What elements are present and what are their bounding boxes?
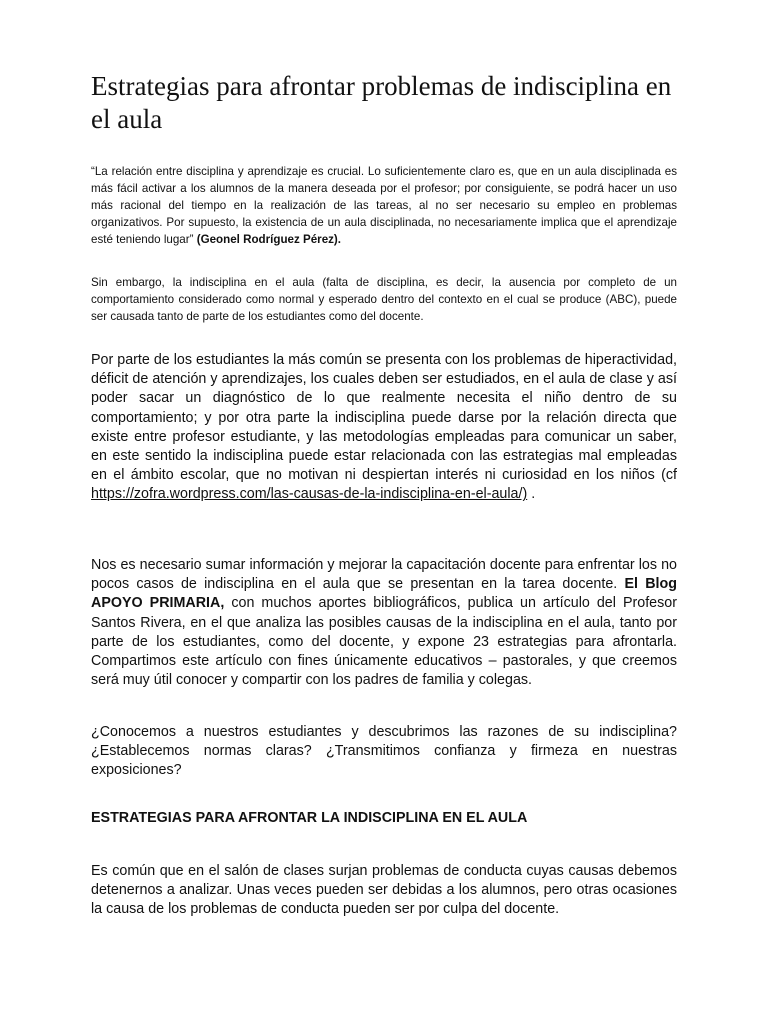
students-paragraph-text: Por parte de los estudiantes la más común se presenta con los problemas de hiperactividad, déficit de atención y aprendizajes, los cuales deben ser estudiados, en el aula de clase y así poder sacar un diagnóstico de lo que realmente necesita el niño dentro de su comportamiento; y por otra parte la indisciplina puede darse por la relación directa que existe entre profesor estudiante, y las metodologías empleadas para comunicar un saber, en este sentido la indisciplina puede estar relacionada con las estrategias mal empleadas en el ámbito escolar, que no motivan ni despiertan interés ni curiosidad en los niños (cf <box>91 352 677 484</box>
students-paragraph-tail: . <box>527 486 536 503</box>
quote-author: (Geonel Rodríguez Pérez). <box>196 233 342 246</box>
opening-quote <box>91 163 677 248</box>
training-paragraph-before: Nos es necesario sumar información y mejorar la capacitación docente para enfrentar los no pocos casos de indisciplina en el aula que se presentan en la tarea docente. <box>91 557 677 593</box>
students-paragraph <box>91 351 677 505</box>
conduct-paragraph: Es común que en el salón de clases surjan problemas de conducta cuyas causas debemos detenernos a analizar. Unas veces pueden ser debidas a los alumnos, pero otras ocasiones la causa de los problemas de conducta pueden ser por culpa del docente. <box>91 863 677 918</box>
intro-paragraph: Sin embargo, la indisciplina en el aula (falta de disciplina, es decir, la ausencia por completo de un comportamiento considerado como normal y esperado dentro del contexto en el cual se produce (ABC), puede ser causada tanto de parte de los estudiantes como del docente. <box>91 276 677 323</box>
source-link[interactable]: https://zofra.wordpress.com/las-causas-de-la-indisciplina-en-el-aula/) <box>91 486 528 503</box>
section-heading: ESTRATEGIAS PARA AFRONTAR LA INDISCIPLINA EN EL AULA <box>91 810 528 826</box>
blog-name: El Blog APOYO PRIMARIA, <box>91 576 677 612</box>
training-paragraph-after: con muchos aportes bibliográficos, publica un artículo del Profesor Santos Rivera, en el que analiza las posibles causas de la indisciplina en el aula, tanto por parte de los estudiantes, como del docente, y expone 23 estrategias para afrontarla. Compartimos este artículo con fines únicamente educativos – pastorales, y que creemos será muy útil conocer y compartir con los padres de familia y colegas. <box>91 595 677 689</box>
training-paragraph <box>91 556 677 690</box>
document-title: Estrategias para afrontar problemas de indisciplina en el aula <box>91 71 672 134</box>
questions-paragraph: ¿Conocemos a nuestros estudiantes y descubrimos las razones de su indisciplina? ¿Establecemos normas claras? ¿Transmitimos confianza y firmeza en nuestras exposiciones? <box>91 724 677 779</box>
quote-text: “La relación entre disciplina y aprendizaje es crucial. Lo suficientemente claro es, que en un aula disciplinada es más fácil activar a los alumnos de la manera deseada por el profesor; por consiguiente, se podrá hacer un uso más racional del tiempo en la realización de las tareas, al no ser necesario su empleo en problemas organizativos. Por supuesto, la existencia de un aula disciplinada, no necesariamente implica que el aprendizaje esté teniendo lugar” <box>91 165 677 246</box>
